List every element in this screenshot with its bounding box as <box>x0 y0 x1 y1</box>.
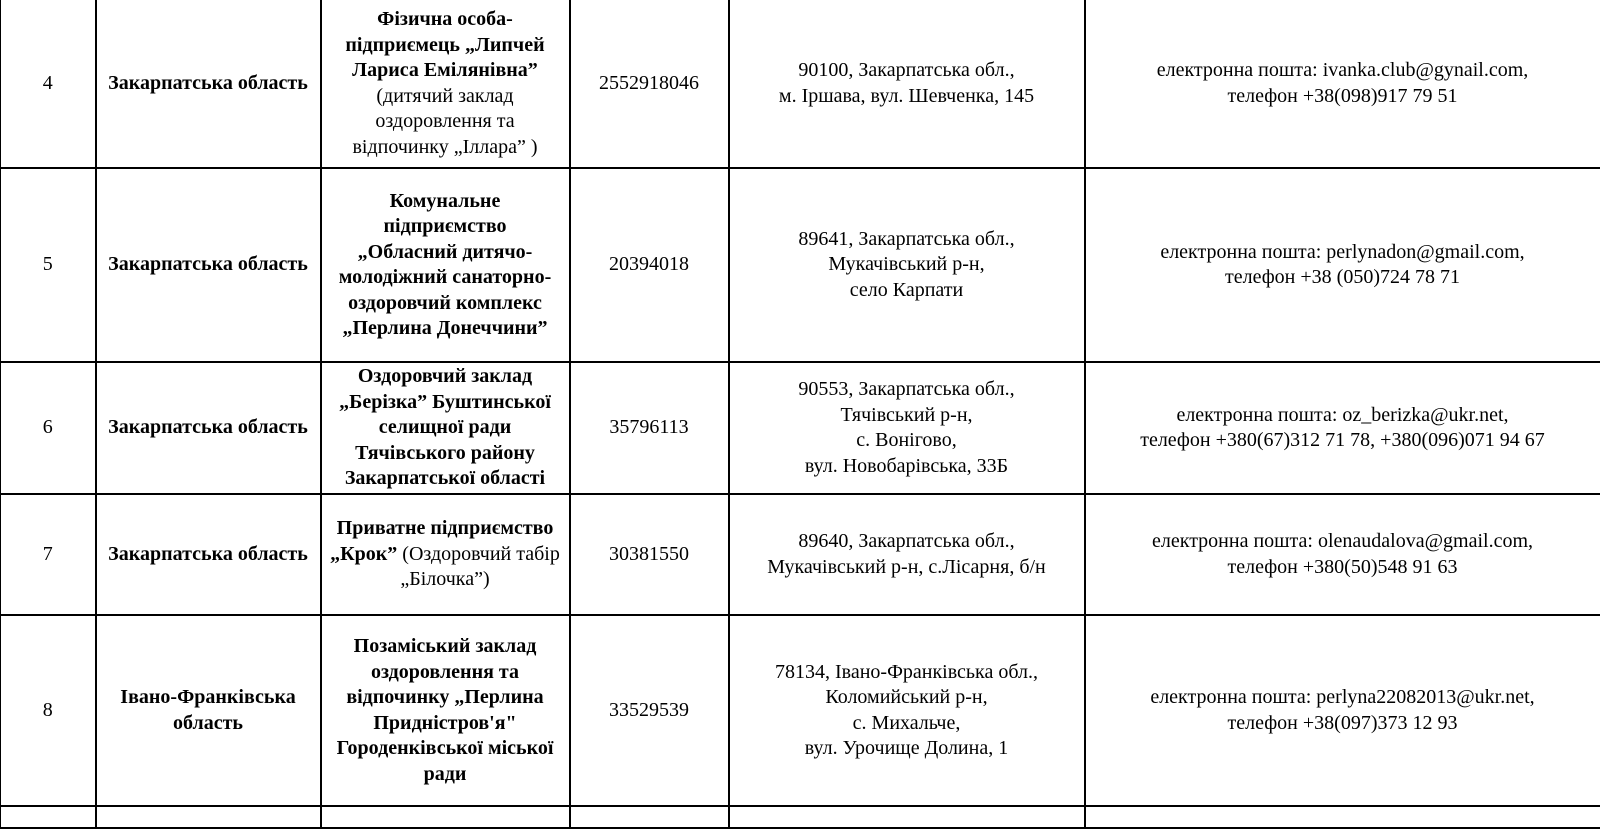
institution-name: Комунальне підприємство „Обласний дитячо-молодіжний санаторно-оздоровчий комплекс „Перлина Донеччини” <box>339 190 551 340</box>
table-row <box>1 168 1600 362</box>
edrpou-code: 35796113 <box>570 362 729 494</box>
phone-line: телефон +380(67)312 71 78, +380(096)071 94 67 <box>1090 428 1596 454</box>
address-line: Мукачівський р-н, с.Лісарня, б/н <box>734 555 1080 581</box>
address-cell <box>729 615 1085 806</box>
address-line: м. Іршава, вул. Шевченка, 145 <box>734 84 1080 110</box>
empty-cell <box>1 806 96 828</box>
edrpou-code: 33529539 <box>570 615 729 806</box>
address-line: 89641, Закарпатська обл., <box>734 227 1080 253</box>
address-line: 90553, Закарпатська обл., <box>734 377 1080 403</box>
address-line: Тячівський р-н, <box>734 403 1080 429</box>
region-cell: Закарпатська область <box>96 168 321 362</box>
row-number: 4 <box>1 0 96 168</box>
address-line: вул. Новобарівська, 33Б <box>734 454 1080 480</box>
contact-cell <box>1085 615 1600 806</box>
institution-name-note: (дитячий заклад оздоровлення та відпочинку „Іллара” ) <box>352 85 537 158</box>
empty-cell <box>570 806 729 828</box>
row-number: 6 <box>1 362 96 494</box>
region-cell: Івано-Франківська область <box>96 615 321 806</box>
email-line: електронна пошта: olenaudalova@gmail.com, <box>1090 529 1596 555</box>
address-line: вул. Урочище Долина, 1 <box>734 736 1080 762</box>
row-number: 7 <box>1 494 96 615</box>
edrpou-code: 2552918046 <box>570 0 729 168</box>
email-line: електронна пошта: perlynadon@gmail.com, <box>1090 240 1596 266</box>
institution-name-cell <box>321 362 570 494</box>
email-line: електронна пошта: ivanka.club@gynail.com, <box>1090 58 1596 84</box>
table-row-partial <box>1 806 1600 828</box>
contact-cell <box>1085 0 1600 168</box>
address-line: Коломийський р-н, <box>734 685 1080 711</box>
address-line: 78134, Івано-Франківська обл., <box>734 660 1080 686</box>
empty-cell <box>321 806 570 828</box>
address-line: с. Михальче, <box>734 711 1080 737</box>
address-cell <box>729 494 1085 615</box>
institution-name-cell <box>321 615 570 806</box>
empty-cell <box>96 806 321 828</box>
contact-cell <box>1085 494 1600 615</box>
phone-line: телефон +380(50)548 91 63 <box>1090 555 1596 581</box>
institution-name: Оздоровчий заклад „Берізка” Буштинської селищної ради Тячівського району Закарпатської області <box>339 365 551 489</box>
region-cell: Закарпатська область <box>96 362 321 494</box>
address-line: село Карпати <box>734 278 1080 304</box>
institution-name: Фізична особа-підприємець „Липчей Лариса Емілянівна” <box>345 8 544 81</box>
phone-line: телефон +38(098)917 79 51 <box>1090 84 1596 110</box>
table-row <box>1 362 1600 494</box>
address-cell <box>729 168 1085 362</box>
table-row <box>1 494 1600 615</box>
edrpou-code: 30381550 <box>570 494 729 615</box>
contact-cell <box>1085 168 1600 362</box>
institution-name: Приватне підприємство „Крок” <box>330 517 553 565</box>
phone-line: телефон +38(097)373 12 93 <box>1090 711 1596 737</box>
row-number: 8 <box>1 615 96 806</box>
email-line: електронна пошта: perlyna22082013@ukr.net, <box>1090 685 1596 711</box>
empty-cell <box>1085 806 1600 828</box>
address-cell <box>729 362 1085 494</box>
edrpou-code: 20394018 <box>570 168 729 362</box>
institution-name-cell <box>321 494 570 615</box>
contact-cell <box>1085 362 1600 494</box>
phone-line: телефон +38 (050)724 78 71 <box>1090 265 1596 291</box>
address-line: Мукачівський р-н, <box>734 252 1080 278</box>
table-row <box>1 615 1600 806</box>
region-cell: Закарпатська область <box>96 494 321 615</box>
row-number: 5 <box>1 168 96 362</box>
empty-cell <box>729 806 1085 828</box>
institution-name-cell <box>321 0 570 168</box>
institution-name-cell <box>321 168 570 362</box>
address-cell <box>729 0 1085 168</box>
institution-name: Позаміський заклад оздоровлення та відпочинку „Перлина Придністров'я" Городенківської міської ради <box>337 635 554 785</box>
institution-name-note: (Оздоровчий табір „Білочка”) <box>397 543 560 591</box>
region-cell: Закарпатська область <box>96 0 321 168</box>
email-line: електронна пошта: oz_berizka@ukr.net, <box>1090 403 1596 429</box>
table-row <box>1 0 1600 168</box>
address-line: с. Вонігово, <box>734 428 1080 454</box>
address-line: 89640, Закарпатська обл., <box>734 529 1080 555</box>
address-line: 90100, Закарпатська обл., <box>734 58 1080 84</box>
